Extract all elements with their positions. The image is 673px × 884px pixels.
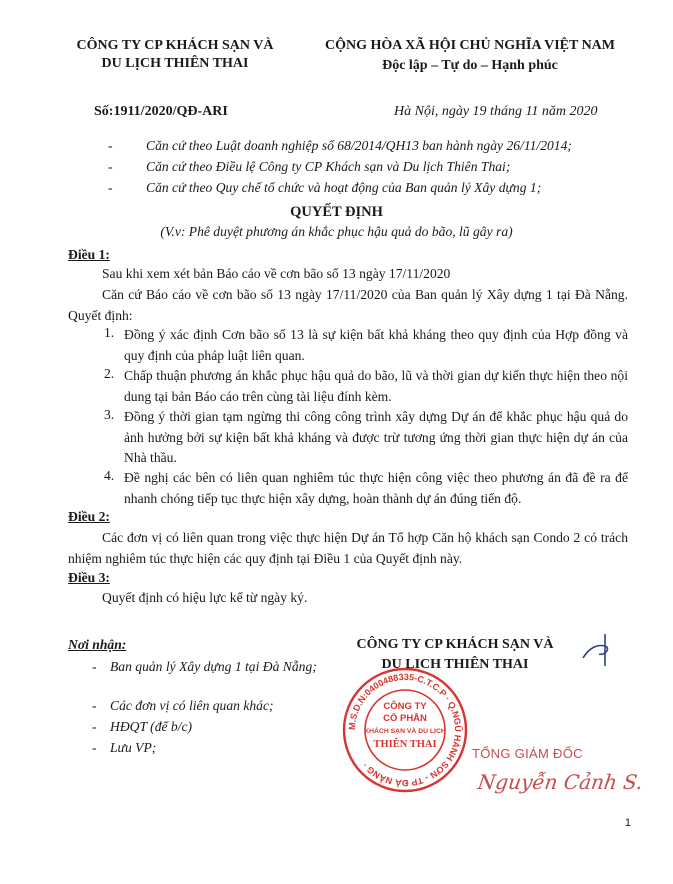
signer-name: Nguyễn Cảnh S.: [476, 770, 645, 794]
item-number: 1.: [104, 325, 115, 340]
recipient-item: Lưu VP;: [110, 740, 157, 755]
signer-position: TỔNG GIÁM ĐỐC: [472, 746, 583, 761]
stamp-line3: KHÁCH SẠN VÀ DU LỊCH: [364, 728, 446, 735]
basis-item: Căn cứ theo Quy chế tổ chức và hoạt động của Ban quản lý Xây dựng 1;: [146, 180, 542, 195]
nation-motto: Độc lập – Tự do – Hạnh phúc: [382, 58, 558, 73]
bullet-dash: -: [92, 659, 97, 674]
document-number: Số:1911/2020/QĐ-ARI: [94, 104, 228, 119]
page-number: 1: [624, 817, 631, 829]
basis-item: Căn cứ theo Điều lệ Công ty CP Khách sạn và Du lịch Thiên Thai;: [146, 159, 511, 174]
article2-heading: Điều 2:: [68, 509, 110, 524]
list-item: Đồng ý thời gian tạm ngừng thi công công trình xây dựng Dự án để khắc phục hậu quả do ảnh hưởng bởi sự kiện bất khả kháng và được trừ tương ứng thời gian thực hiện dự án của Nhà thầu.: [124, 409, 628, 465]
stamp-line4: THIÊN THAI: [373, 739, 437, 750]
bullet-dash: -: [92, 698, 97, 713]
signer-company-line1: CÔNG TY CP KHÁCH SẠN VÀ: [356, 637, 554, 652]
signer-company-line2: DU LỊCH THIÊN THAI: [381, 657, 529, 672]
bullet-dash: -: [108, 180, 113, 195]
list-item: Chấp thuận phương án khắc phục hậu quả do bão, lũ và thời gian dự kiến thực hiện theo nội dung tại bản Báo cáo trên cùng tài liệu đính kèm.: [124, 368, 628, 404]
item-number: 3.: [104, 407, 115, 422]
list-item: Đề nghị các bên có liên quan nghiêm túc thực hiện công việc theo phương án đã đề ra để nhanh chóng tiếp tục thực hiện xây dựng, hoàn thành dự án đúng tiến độ.: [124, 470, 628, 506]
recipients-heading: Nơi nhận:: [68, 637, 127, 652]
article1-basis-paragraph: Căn cứ Báo cáo về cơn bão số 13 ngày 17/11/2020 của Ban quản lý Xây dựng 1 tại Đà Nẵng. Quyết định:: [68, 287, 628, 323]
initial-scribble: [575, 630, 625, 670]
bullet-dash: -: [92, 719, 97, 734]
item-number: 2.: [104, 366, 115, 381]
company-name-line2: DU LỊCH THIÊN THAI: [101, 56, 249, 71]
place-date: Hà Nội, ngày 19 tháng 11 năm 2020: [394, 104, 598, 119]
item-number: 4.: [104, 468, 115, 483]
article3-heading: Điều 3:: [68, 570, 110, 585]
bullet-dash: -: [108, 159, 113, 174]
article1-intro: Sau khi xem xét bản Báo cáo về cơn bão số 13 ngày 17/11/2020: [102, 266, 451, 281]
article2-paragraph: Các đơn vị có liên quan trong việc thực hiện Dự án Tổ hợp Căn hộ khách sạn Condo 2 có trách nhiệm nghiêm túc thực hiện các quy định tại Điều 1 của Quyết định này.: [68, 530, 628, 566]
recipient-item: Ban quản lý Xây dựng 1 tại Đà Nẵng;: [110, 659, 317, 674]
basis-item: Căn cứ theo Luật doanh nghiệp số 68/2014/QH13 ban hành ngày 26/11/2014;: [146, 138, 572, 153]
bullet-dash: -: [108, 138, 113, 153]
recipient-item: Các đơn vị có liên quan khác;: [110, 698, 274, 713]
stamp-line1: CÔNG TY: [383, 701, 427, 712]
bullet-dash: -: [92, 740, 97, 755]
stamp-ring-text: M.S.D.N:0400488335-C.T.C.P · Q.NGŨ HÀNH SƠN - TP ĐÀ NẴNG ·: [346, 671, 464, 789]
list-item: Đồng ý xác định Cơn bão số 13 là sự kiện bất khả kháng theo quy định của Hợp đồng và quy định của pháp luật liên quan.: [124, 327, 628, 363]
nation-title: CỘNG HÒA XÃ HỘI CHỦ NGHĨA VIỆT NAM: [324, 38, 615, 53]
decision-subtitle: (V.v: Phê duyệt phương án khắc phục hậu quả do bão, lũ gây ra): [160, 224, 513, 239]
company-name-line1: CÔNG TY CP KHÁCH SẠN VÀ: [76, 38, 274, 53]
stamp-line2: CỔ PHẦN: [383, 713, 427, 724]
article1-heading: Điều 1:: [68, 247, 110, 262]
recipient-item: HĐQT (để b/c): [110, 719, 193, 734]
company-stamp: [340, 665, 470, 795]
decision-title: QUYẾT ĐỊNH: [290, 204, 383, 220]
article3-paragraph: Quyết định có hiệu lực kể từ ngày ký.: [102, 590, 308, 605]
